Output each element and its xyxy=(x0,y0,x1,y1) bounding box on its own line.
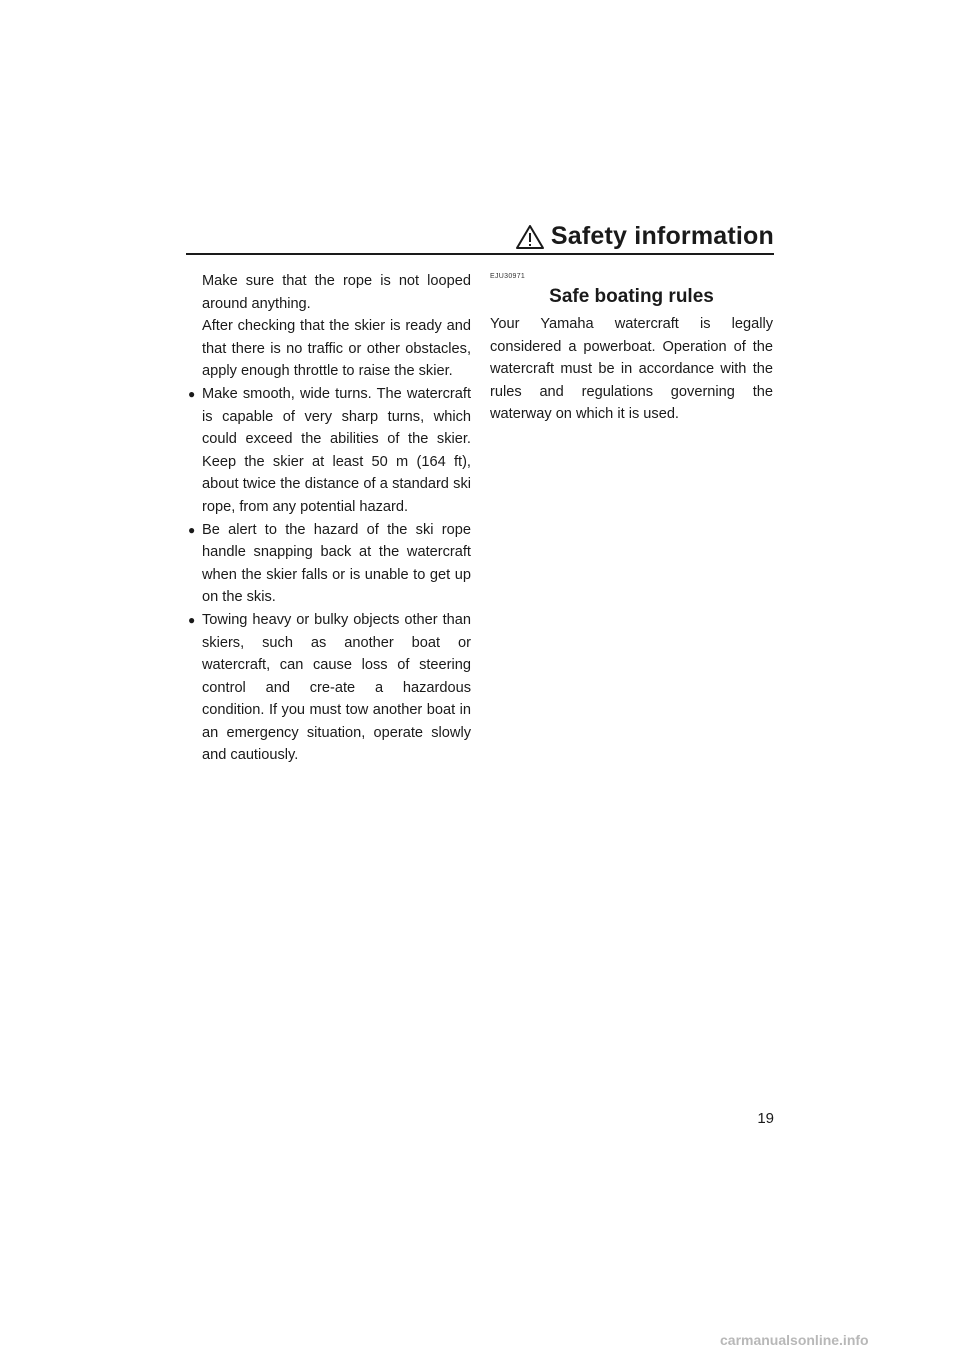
bullet-icon: ● xyxy=(188,386,196,401)
right-column xyxy=(490,270,773,426)
warning-triangle-icon xyxy=(515,224,545,250)
list-item xyxy=(188,609,471,767)
section-title: Safe boating rules xyxy=(549,286,714,307)
bullet-icon: ● xyxy=(188,522,196,537)
list-item-text: Make smooth, wide turns. The watercraft is capable of very sharp turns, which could exceed the abilities of the skier. Keep the skier at least 50 m (164 ft), about twice the distance of a standard ski rope, from any potential hazard. xyxy=(202,385,471,515)
section-code: EJU30971 xyxy=(490,273,526,280)
safety-bullet-list xyxy=(188,383,471,767)
list-item xyxy=(188,383,471,519)
left-column xyxy=(188,270,471,767)
list-item xyxy=(188,519,471,609)
page-number: 19 xyxy=(757,1110,774,1127)
intro-paragraph-2: After checking that the skier is ready and that there is no traffic or other obstacles, apply enough throttle to raise the skier. xyxy=(202,318,471,380)
header-title xyxy=(515,222,774,251)
bullet-icon: ● xyxy=(188,612,196,627)
header-title-text: Safety information xyxy=(550,222,774,250)
watermark: carmanualsonline.info xyxy=(720,1332,869,1348)
list-item-text: Towing heavy or bulky objects other than skiers, such as another boat or watercraft, can cause loss of steering control and cre-ate a hazardous condition. If you must tow another boat in an emergency situation, operate slowly and cautiously. xyxy=(202,611,471,764)
page-header xyxy=(186,222,774,256)
intro-paragraph-1: Make sure that the rope is not looped around anything. xyxy=(202,273,471,312)
list-item-text: Be alert to the hazard of the ski rope handle snapping back at the watercraft when the skier falls or is unable to get up on the skis. xyxy=(202,521,471,606)
section-body: Your Yamaha watercraft is legally considered a powerboat. Operation of the watercraft must be in accordance with the rules and regulations governing the waterway on which it is used. xyxy=(490,316,773,423)
header-divider xyxy=(186,253,774,255)
